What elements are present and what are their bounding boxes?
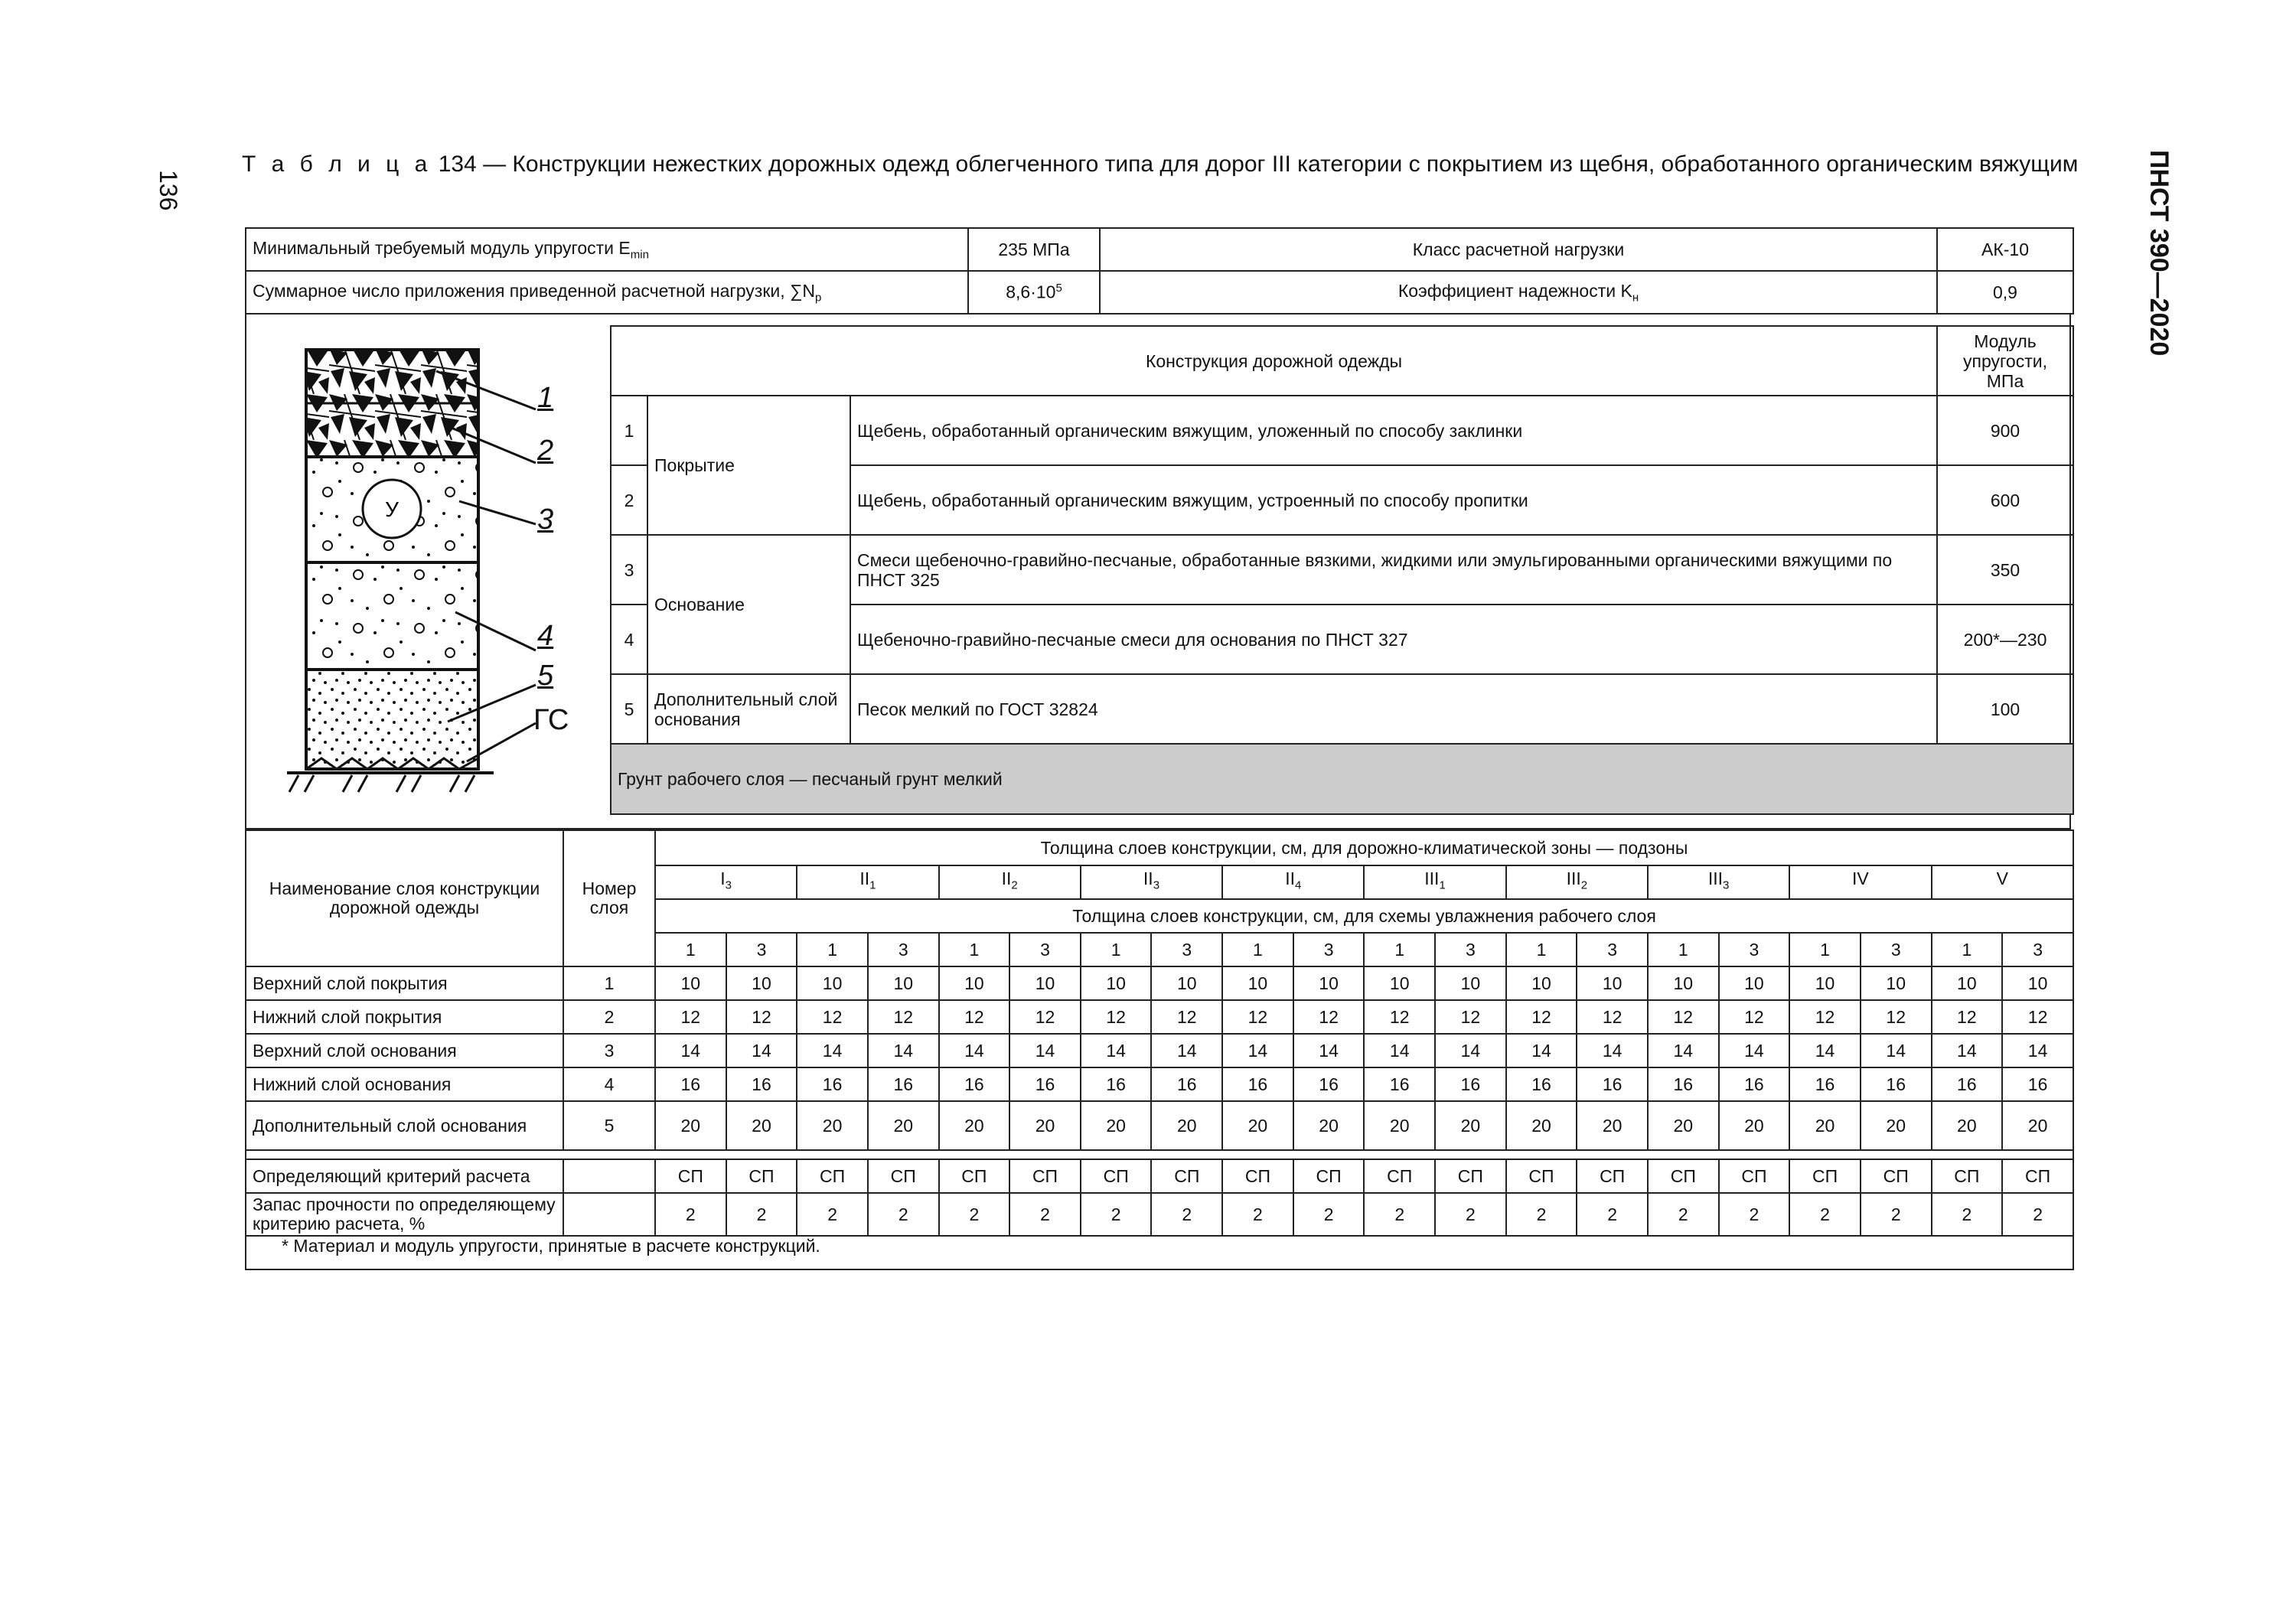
thickness-value: 12 (1009, 1000, 1081, 1034)
scheme-3: 3 (868, 933, 939, 966)
layer-number: 5 (563, 1101, 655, 1150)
thickness-value: 14 (655, 1034, 726, 1067)
thickness-value: 16 (1577, 1067, 1648, 1101)
thickness-value: 12 (939, 1000, 1010, 1034)
thickness-value: 10 (1435, 966, 1506, 1000)
layer-modulus: 600 (1937, 465, 2073, 535)
thickness-value: 20 (726, 1101, 797, 1150)
thickness-value: 16 (2002, 1067, 2073, 1101)
scheme-3: 3 (1009, 933, 1081, 966)
load-class-label: Класс расчетной нагрузки (1100, 228, 1937, 271)
scheme-header: Толщина слоев конструкции, см, для схемы увлажнения рабочего слоя (655, 899, 2073, 933)
layer-name: Верхний слой основания (246, 1034, 563, 1067)
thickness-value: 10 (1151, 966, 1222, 1000)
layer-name-header: Наименование слоя конструкции дорожной одежды (246, 830, 563, 966)
scheme-1: 1 (655, 933, 726, 966)
criterion-value: СП (939, 1159, 1010, 1193)
standard-code: ПНСТ 390—2020 (2144, 150, 2174, 357)
zone-6 (1364, 865, 1505, 899)
criterion-value: СП (2002, 1159, 2073, 1193)
thickness-value: 12 (726, 1000, 797, 1034)
thickness-value: 20 (1009, 1101, 1081, 1150)
thickness-value: 14 (868, 1034, 939, 1067)
margin-label: Запас прочности по определяющему критерию расчета, % (246, 1193, 563, 1236)
zone-base: II (1001, 869, 1012, 889)
layer-group: Покрытие (647, 396, 850, 535)
zone-sub: 3 (1723, 878, 1730, 892)
diagram-label-5: 5 (537, 660, 554, 692)
margin-num-empty (563, 1193, 655, 1236)
thickness-value: 10 (1009, 966, 1081, 1000)
reliability-label: Коэффициент надежности $K_н$ (1100, 271, 1937, 314)
zone-base: III (1707, 869, 1724, 889)
scheme-1: 1 (939, 933, 1010, 966)
criterion-value: СП (1364, 1159, 1435, 1193)
thickness-value: 20 (1648, 1101, 1719, 1150)
min-modulus-value: 235 МПа (968, 228, 1100, 271)
thickness-value: 10 (655, 966, 726, 1000)
criterion-value: СП (1435, 1159, 1506, 1193)
criterion-num-empty (563, 1159, 655, 1193)
thickness-value: 20 (1861, 1101, 1932, 1150)
zone-header: Толщина слоев конструкции, см, для дорожно-климатической зоны — подзоны (655, 830, 2073, 865)
thickness-value: 20 (939, 1101, 1010, 1150)
thickness-value: 16 (1081, 1067, 1152, 1101)
scheme-3: 3 (1435, 933, 1506, 966)
thickness-value: 12 (1789, 1000, 1861, 1034)
thickness-value: 12 (1364, 1000, 1435, 1034)
criterion-value: СП (1932, 1159, 2003, 1193)
thickness-value: 10 (797, 966, 868, 1000)
thickness-value: 16 (1364, 1067, 1435, 1101)
zone-sub: 2 (1580, 878, 1588, 892)
margin-value: 2 (1081, 1193, 1152, 1236)
criterion-value: СП (1648, 1159, 1719, 1193)
zone-sub: 2 (1011, 878, 1018, 892)
thickness-value: 16 (1789, 1067, 1861, 1101)
thickness-value: 10 (1719, 966, 1790, 1000)
margin-value: 2 (1009, 1193, 1081, 1236)
layer-group: Дополнительный слой основания (647, 674, 850, 744)
thickness-value: 10 (1789, 966, 1861, 1000)
margin-value: 2 (1364, 1193, 1435, 1236)
construction-header: Конструкция дорожной одежды (611, 326, 1937, 396)
thickness-value: 10 (1081, 966, 1152, 1000)
thickness-value: 14 (1648, 1034, 1719, 1067)
thickness-value: 14 (1009, 1034, 1081, 1067)
zone-base: II (1143, 869, 1153, 889)
thickness-value: 12 (868, 1000, 939, 1034)
zone-base: II (859, 869, 870, 889)
modulus-header: Модуль упругости, МПа (1937, 326, 2073, 396)
thickness-value: 14 (1861, 1034, 1932, 1067)
construction-table (610, 325, 2074, 815)
diagram-label-1: 1 (537, 382, 554, 414)
thickness-value: 20 (868, 1101, 939, 1150)
criterion-value: СП (726, 1159, 797, 1193)
spacer-row (246, 1150, 2073, 1159)
thickness-value: 14 (726, 1034, 797, 1067)
thickness-value: 20 (1151, 1101, 1222, 1150)
zone-sub: 3 (725, 878, 732, 892)
scheme-3: 3 (726, 933, 797, 966)
layer-number: 3 (563, 1034, 655, 1067)
scheme-1: 1 (1648, 933, 1719, 966)
thickness-value: 10 (1222, 966, 1293, 1000)
thickness-value: 12 (655, 1000, 726, 1034)
total-load-label: Суммарное число приложения приведенной расчетной нагрузки, $\sum N_р$ (246, 271, 968, 314)
thickness-value: 14 (1151, 1034, 1222, 1067)
thickness-value: 16 (1648, 1067, 1719, 1101)
zone-10 (1932, 865, 2073, 899)
layer-num: 2 (611, 465, 647, 535)
scheme-1: 1 (1364, 933, 1435, 966)
scheme-1: 1 (1789, 933, 1861, 966)
thickness-value: 14 (1932, 1034, 2003, 1067)
criterion-value: СП (868, 1159, 939, 1193)
criterion-value: СП (1577, 1159, 1648, 1193)
thickness-value: 16 (797, 1067, 868, 1101)
zone-9 (1789, 865, 1931, 899)
thickness-value: 10 (1932, 966, 2003, 1000)
thickness-value: 10 (1293, 966, 1365, 1000)
thickness-value: 14 (1081, 1034, 1152, 1067)
layer-number: 1 (563, 966, 655, 1000)
thickness-value: 16 (726, 1067, 797, 1101)
margin-value: 2 (726, 1193, 797, 1236)
scheme-3: 3 (1719, 933, 1790, 966)
layer-desc: Щебень, обработанный органическим вяжущим, уложенный по способу заклинки (850, 396, 1937, 465)
ground-soil: Грунт рабочего слоя — песчаный грунт мелкий (611, 744, 2073, 814)
layer-number: 2 (563, 1000, 655, 1034)
layer-number: 4 (563, 1067, 655, 1101)
layer-num: 5 (611, 674, 647, 744)
thickness-value: 10 (1506, 966, 1577, 1000)
zone-base: III (1424, 869, 1440, 889)
zone-4 (1081, 865, 1222, 899)
thickness-value: 14 (797, 1034, 868, 1067)
thickness-value: 10 (939, 966, 1010, 1000)
thickness-value: 12 (1222, 1000, 1293, 1034)
page-number: 136 (155, 170, 182, 211)
zone-sub: 1 (869, 878, 876, 892)
layer-name: Дополнительный слой основания (246, 1101, 563, 1150)
zone-sub: 1 (1439, 878, 1446, 892)
criterion-value: СП (1506, 1159, 1577, 1193)
margin-value: 2 (1932, 1193, 2003, 1236)
thickness-value: 12 (1293, 1000, 1365, 1034)
thickness-value: 14 (1293, 1034, 1365, 1067)
thickness-table (245, 829, 2074, 1270)
center-mark: У (385, 497, 399, 521)
layer-group: Основание (647, 535, 850, 674)
layer-num: 3 (611, 535, 647, 605)
thickness-value: 16 (655, 1067, 726, 1101)
zone-base: II (1285, 869, 1295, 889)
zone-base: IV (1852, 869, 1869, 889)
margin-value: 2 (1506, 1193, 1577, 1236)
thickness-value: 20 (1719, 1101, 1790, 1150)
thickness-value: 20 (1789, 1101, 1861, 1150)
zone-5 (1222, 865, 1364, 899)
margin-value: 2 (939, 1193, 1010, 1236)
criterion-value: СП (1009, 1159, 1081, 1193)
table-title-text: 134 — Конструкции нежестких дорожных одежд облегченного типа для дорог III категории с покрытием из щебня, обработанного органическим вяжущим (438, 152, 2079, 177)
scheme-3: 3 (1151, 933, 1222, 966)
thickness-value: 16 (1506, 1067, 1577, 1101)
thickness-value: 14 (1222, 1034, 1293, 1067)
zone-7 (1506, 865, 1648, 899)
thickness-value: 20 (1364, 1101, 1435, 1150)
margin-value: 2 (1789, 1193, 1861, 1236)
scheme-3: 3 (1293, 933, 1365, 966)
thickness-value: 12 (1648, 1000, 1719, 1034)
thickness-value: 20 (1577, 1101, 1648, 1150)
thickness-value: 12 (1435, 1000, 1506, 1034)
diagram-label-3: 3 (537, 504, 554, 536)
parameters-table (245, 227, 2074, 314)
thickness-value: 12 (1081, 1000, 1152, 1034)
reliability-value: 0,9 (1937, 271, 2073, 314)
thickness-value: 16 (1009, 1067, 1081, 1101)
zone-1 (655, 865, 797, 899)
thickness-value: 16 (1932, 1067, 2003, 1101)
criterion-value: СП (797, 1159, 868, 1193)
margin-value: 2 (1577, 1193, 1648, 1236)
thickness-value: 20 (1506, 1101, 1577, 1150)
margin-value: 2 (868, 1193, 939, 1236)
zone-2 (797, 865, 938, 899)
thickness-value: 12 (1151, 1000, 1222, 1034)
thickness-value: 14 (1435, 1034, 1506, 1067)
criterion-value: СП (1081, 1159, 1152, 1193)
layer-modulus: 100 (1937, 674, 2073, 744)
thickness-value: 16 (868, 1067, 939, 1101)
table-title (242, 150, 2079, 179)
thickness-value: 14 (1719, 1034, 1790, 1067)
scheme-3: 3 (2002, 933, 2073, 966)
load-class-value: АК-10 (1937, 228, 2073, 271)
layer-modulus: 900 (1937, 396, 2073, 465)
margin-value: 2 (1222, 1193, 1293, 1236)
thickness-value: 14 (939, 1034, 1010, 1067)
zone-sub: 3 (1153, 878, 1160, 892)
criterion-value: СП (655, 1159, 726, 1193)
layer-desc: Смеси щебеночно-гравийно-песчаные, обработанные вязкими, жидкими или эмульгированными органическими вяжущими по ПНСТ 325 (850, 535, 1937, 605)
zone-base: V (1996, 869, 2008, 889)
layer-modulus: 200*—230 (1937, 605, 2073, 674)
thickness-value: 16 (1861, 1067, 1932, 1101)
thickness-value: 16 (1435, 1067, 1506, 1101)
thickness-value: 14 (1506, 1034, 1577, 1067)
thickness-value: 16 (1222, 1067, 1293, 1101)
thickness-value: 14 (2002, 1034, 2073, 1067)
footnote: * Материал и модуль упругости, принятые в расчете конструкций. (246, 1236, 2073, 1269)
zone-base: I (720, 869, 726, 889)
scheme-3: 3 (1577, 933, 1648, 966)
layer-modulus: 350 (1937, 535, 2073, 605)
thickness-value: 10 (2002, 966, 2073, 1000)
total-load-value: $8,6\cdot 10^5$ (968, 271, 1100, 314)
thickness-value: 10 (1648, 966, 1719, 1000)
margin-value: 2 (655, 1193, 726, 1236)
thickness-value: 14 (1789, 1034, 1861, 1067)
margin-value: 2 (1861, 1193, 1932, 1236)
scheme-1: 1 (1932, 933, 2003, 966)
criterion-value: СП (1789, 1159, 1861, 1193)
criterion-value: СП (1861, 1159, 1932, 1193)
layer-number-header: Номер слоя (563, 830, 655, 966)
criterion-value: СП (1222, 1159, 1293, 1193)
scheme-1: 1 (1222, 933, 1293, 966)
thickness-value: 20 (1081, 1101, 1152, 1150)
margin-value: 2 (1719, 1193, 1790, 1236)
thickness-value: 16 (1719, 1067, 1790, 1101)
scheme-1: 1 (1081, 933, 1152, 966)
margin-value: 2 (1151, 1193, 1222, 1236)
layer-num: 4 (611, 605, 647, 674)
diagram-label-4: 4 (537, 620, 554, 652)
thickness-value: 12 (1861, 1000, 1932, 1034)
thickness-value: 10 (1577, 966, 1648, 1000)
thickness-value: 20 (1222, 1101, 1293, 1150)
thickness-value: 16 (939, 1067, 1010, 1101)
thickness-value: 10 (726, 966, 797, 1000)
zone-3 (939, 865, 1081, 899)
layer-desc: Песок мелкий по ГОСТ 32824 (850, 674, 1937, 744)
thickness-value: 12 (2002, 1000, 2073, 1034)
diagram-label-2: 2 (537, 435, 554, 467)
scheme-1: 1 (1506, 933, 1577, 966)
thickness-value: 20 (1435, 1101, 1506, 1150)
min-modulus-label: Минимальный требуемый модуль упругости $E_{min}$ (246, 228, 968, 271)
thickness-value: 20 (1293, 1101, 1365, 1150)
thickness-value: 12 (1506, 1000, 1577, 1034)
criterion-value: СП (1151, 1159, 1222, 1193)
thickness-value: 12 (1932, 1000, 2003, 1034)
layer-desc: Щебень, обработанный органическим вяжущим, устроенный по способу пропитки (850, 465, 1937, 535)
thickness-value: 20 (797, 1101, 868, 1150)
thickness-value: 10 (1861, 966, 1932, 1000)
margin-value: 2 (2002, 1193, 2073, 1236)
criterion-value: СП (1719, 1159, 1790, 1193)
layer-name: Верхний слой покрытия (246, 966, 563, 1000)
criterion-value: СП (1293, 1159, 1365, 1193)
layer-name: Нижний слой основания (246, 1067, 563, 1101)
thickness-value: 20 (1932, 1101, 2003, 1150)
thickness-value: 14 (1364, 1034, 1435, 1067)
thickness-value: 14 (1577, 1034, 1648, 1067)
criterion-label: Определяющий критерий расчета (246, 1159, 563, 1193)
zone-base: III (1566, 869, 1581, 889)
thickness-value: 20 (2002, 1101, 2073, 1150)
layer-desc: Щебеночно-гравийно-песчаные смеси для основания по ПНСТ 327 (850, 605, 1937, 674)
scheme-3: 3 (1861, 933, 1932, 966)
layer-num: 1 (611, 396, 647, 465)
thickness-value: 10 (1364, 966, 1435, 1000)
zone-8 (1648, 865, 1789, 899)
margin-value: 2 (1435, 1193, 1506, 1236)
layer-name: Нижний слой покрытия (246, 1000, 563, 1034)
thickness-value: 20 (655, 1101, 726, 1150)
thickness-value: 12 (1577, 1000, 1648, 1034)
margin-value: 2 (797, 1193, 868, 1236)
thickness-value: 12 (1719, 1000, 1790, 1034)
thickness-value: 12 (797, 1000, 868, 1034)
table-title-label: Т а б л и ц а (242, 152, 432, 177)
margin-value: 2 (1293, 1193, 1365, 1236)
diagram-label-ground: ГС (533, 704, 569, 736)
scheme-1: 1 (797, 933, 868, 966)
zone-sub: 4 (1294, 878, 1302, 892)
thickness-value: 16 (1151, 1067, 1222, 1101)
thickness-value: 16 (1293, 1067, 1365, 1101)
margin-value: 2 (1648, 1193, 1719, 1236)
thickness-value: 10 (868, 966, 939, 1000)
